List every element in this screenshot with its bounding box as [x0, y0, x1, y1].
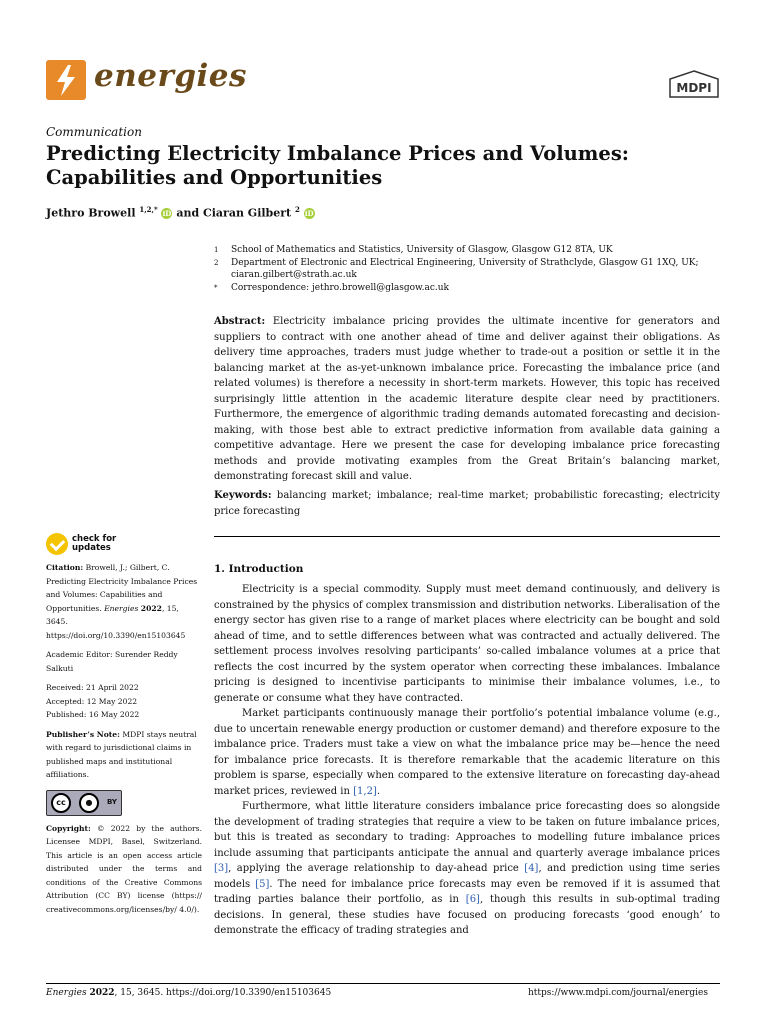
keywords	[214, 488, 720, 519]
keywords-label: Keywords:	[214, 490, 272, 501]
check-icon	[46, 533, 68, 555]
cc-badge-text: BY	[106, 797, 117, 806]
affiliation-text: School of Mathematics and Statistics, University of Glasgow, Glasgow G12 8TA, UK	[231, 245, 613, 255]
paragraph-text: Furthermore, what little literature considers imbalance price forecasting does so alongside the development of trading strategies that require a view to be taken on future imbalance prices, but this is treated as secondary to trading: Approaches to modelling future imbalance prices include assuming that participants anticipate the annual and quarterly average imbalance prices	[214, 801, 720, 859]
paragraph	[214, 706, 720, 799]
footer-year: 2022	[89, 988, 115, 998]
copyright	[46, 822, 202, 917]
check-line: updates	[72, 543, 111, 553]
affiliation-item	[214, 282, 724, 295]
article-type: Communication	[46, 125, 142, 139]
affiliation-item	[214, 257, 724, 282]
note-label: Publisher’s Note:	[46, 729, 120, 739]
received-date: Received: 21 April 2022	[46, 683, 139, 692]
article-title: Predicting Electricity Imbalance Prices and Volumes: Capabilities and Opportunities	[46, 142, 630, 189]
citation-doi[interactable]: , 15, 3645. https://doi.org/10.3390/en15103645	[46, 603, 186, 640]
paragraph: Electricity is a special commodity. Supply must meet demand continuously, and delivery is constrained by the physics of complex transmission and distribution networks. Liberalisation of the energy sector has given rise to a range of market places where electricity can be bought and sold ahead of time, and to settle differences between what was contracted and actually delivered. The settlement process involves resolving participants’ so-called imbalance volumes at a price that reflects the cost incurred by the system operator when correcting these imbalances. Imbalance pricing is designed to incentivise participants to minimise their imbalance volumes, i.e., to generate or consume what they have contracted.	[214, 584, 720, 704]
abstract	[214, 314, 720, 485]
introduction-body	[214, 582, 720, 939]
affiliation-mark: *	[214, 283, 218, 292]
orcid-icon[interactable]: iD	[162, 208, 172, 218]
paragraph-text: .	[376, 785, 381, 797]
check-for-updates-button[interactable]	[46, 533, 202, 555]
paragraph-text: Market participants continuously manage their portfolio’s potential imbalance volume (e.g., due to uncertain renewable energy production or customer demand) and therefore exposure to the imbalance price. Traders must take a view on what the imbalance price may be—hence the need for imbalance price forecasts. It is therefore remarkable that the academic literature on this problem is sparse, especially when compared to the extensive literature on forecasting day-ahead market prices, reviewed in	[214, 708, 720, 797]
lightning-icon	[46, 60, 86, 100]
publisher-note	[46, 728, 202, 782]
citation-link[interactable]: [6]	[465, 894, 480, 905]
citation-link[interactable]: [4]	[524, 863, 539, 874]
footer-doi[interactable]: , 15, 3645. https://doi.org/10.3390/en15103645	[114, 988, 332, 998]
attribution-icon: ●	[79, 793, 99, 813]
journal-logo	[46, 60, 86, 100]
cc-license-badge[interactable]	[46, 790, 122, 816]
citation-label: Citation:	[46, 563, 84, 572]
affiliation-text: Correspondence: jethro.browell@glasgow.ac.uk	[231, 282, 450, 293]
author-list	[46, 205, 315, 220]
published-date: Published: 16 May 2022	[46, 710, 140, 719]
abstract-label: Abstract:	[214, 316, 266, 327]
citation-link[interactable]: [1,2]	[353, 785, 377, 797]
cc-icon: cc	[51, 793, 71, 813]
author-superscript: 2	[294, 205, 300, 214]
journal-name: energies	[94, 58, 247, 94]
abstract-text: Electricity imbalance pricing provides the ultimate incentive for generators and suppliers to contract with one another ahead of time and deliver against their obligations. As delivery time approaches, traders must judge whether to trade-out a position or settle it in the balancing market at the as-yet-unknown imbalance price. Forecasting the imbalance price (and related volumes) is therefore a necessity in short-term markets. However, this topic has received surprisingly little attention in the academic literature despite clear need by practitioners. Furthermore, the emergence of algorithmic trading demands automated forecasting and decision-making, with those best able to extract predictive information from available data gaining a competitive advantage. Here we present the case for developing imbalance price forecasting methods and provide motivating examples from the Great Britain’s balancing market, demonstrating forecast skill and value.	[214, 316, 720, 482]
check-updates-text	[72, 535, 116, 553]
paragraph-text: . The need for imbalance price forecasts may even be removed if it is assumed that trading parties balance their portfolio, as in	[214, 878, 720, 905]
publisher-name: MDPI	[676, 81, 712, 95]
citation-journal: Energies	[104, 603, 139, 613]
affiliation-item	[214, 244, 724, 257]
citation-link[interactable]: [3]	[214, 863, 229, 874]
check-line: check for	[72, 534, 117, 544]
copyright-text: © 2022 by the authors. Licensee MDPI, Basel, Switzerland. This article is an open access article distributed under the terms and conditions of the Creative Commons Attribution (CC BY) license (https:// creativecommons.org/licenses/by/ 4.0/).	[46, 823, 202, 914]
dates	[46, 681, 202, 722]
footer-citation	[46, 988, 331, 998]
footer-journal-url[interactable]: https://www.mdpi.com/journal/energies	[528, 988, 708, 998]
affiliations	[214, 244, 724, 294]
affiliation-text: Department of Electronic and Electrical Engineering, University of Strathclyde, Glasgow G1 1XQ, UK; ciaran.gilbert@strath.ac.uk	[231, 257, 699, 280]
sidebar	[46, 533, 202, 916]
author-name[interactable]: Jethro Browell	[46, 206, 136, 220]
affiliation-mark: 1	[214, 246, 219, 254]
paragraph-text: , and prediction using time series models	[214, 863, 720, 890]
publisher-logo	[668, 70, 720, 100]
paragraph	[214, 799, 720, 939]
section-heading: 1. Introduction	[214, 563, 304, 575]
paragraph-text: , though this results in sub-optimal trading decisions. In general, these studies have focused on producing forecasts ‘good enough’ to demonstrate the efficacy of trading strategies and	[214, 894, 720, 936]
citation-link[interactable]: [5]	[255, 878, 270, 890]
citation-text: Browell, J.; Gilbert, C. Predicting Electricity Imbalance Prices and Volumes: Capabilities and Opportunities.	[46, 563, 198, 613]
keywords-text: balancing market; imbalance; real-time market; probabilistic forecasting; electricity price forecasting	[214, 490, 720, 517]
author-conjunction: and	[176, 206, 200, 220]
orcid-icon[interactable]: iD	[304, 208, 314, 218]
affiliation-mark: 2	[214, 258, 219, 267]
note-text: MDPI stays neutral with regard to jurisdictional claims in published maps and institutional affiliations.	[46, 729, 197, 779]
citation	[46, 561, 202, 642]
paragraph-text: , applying the average relationship to day-ahead price	[228, 863, 525, 874]
section-divider	[214, 536, 720, 537]
footer-journal: Energies	[46, 988, 87, 998]
academic-editor: Academic Editor: Surender Reddy Salkuti	[46, 650, 178, 673]
copyright-label: Copyright:	[46, 823, 91, 833]
author-name[interactable]: Ciaran Gilbert	[202, 206, 292, 220]
accepted-date: Accepted: 12 May 2022	[46, 696, 138, 706]
citation-year: 2022	[140, 603, 162, 613]
footer-divider	[46, 983, 720, 984]
author-superscript: 1,2,*	[139, 205, 158, 214]
